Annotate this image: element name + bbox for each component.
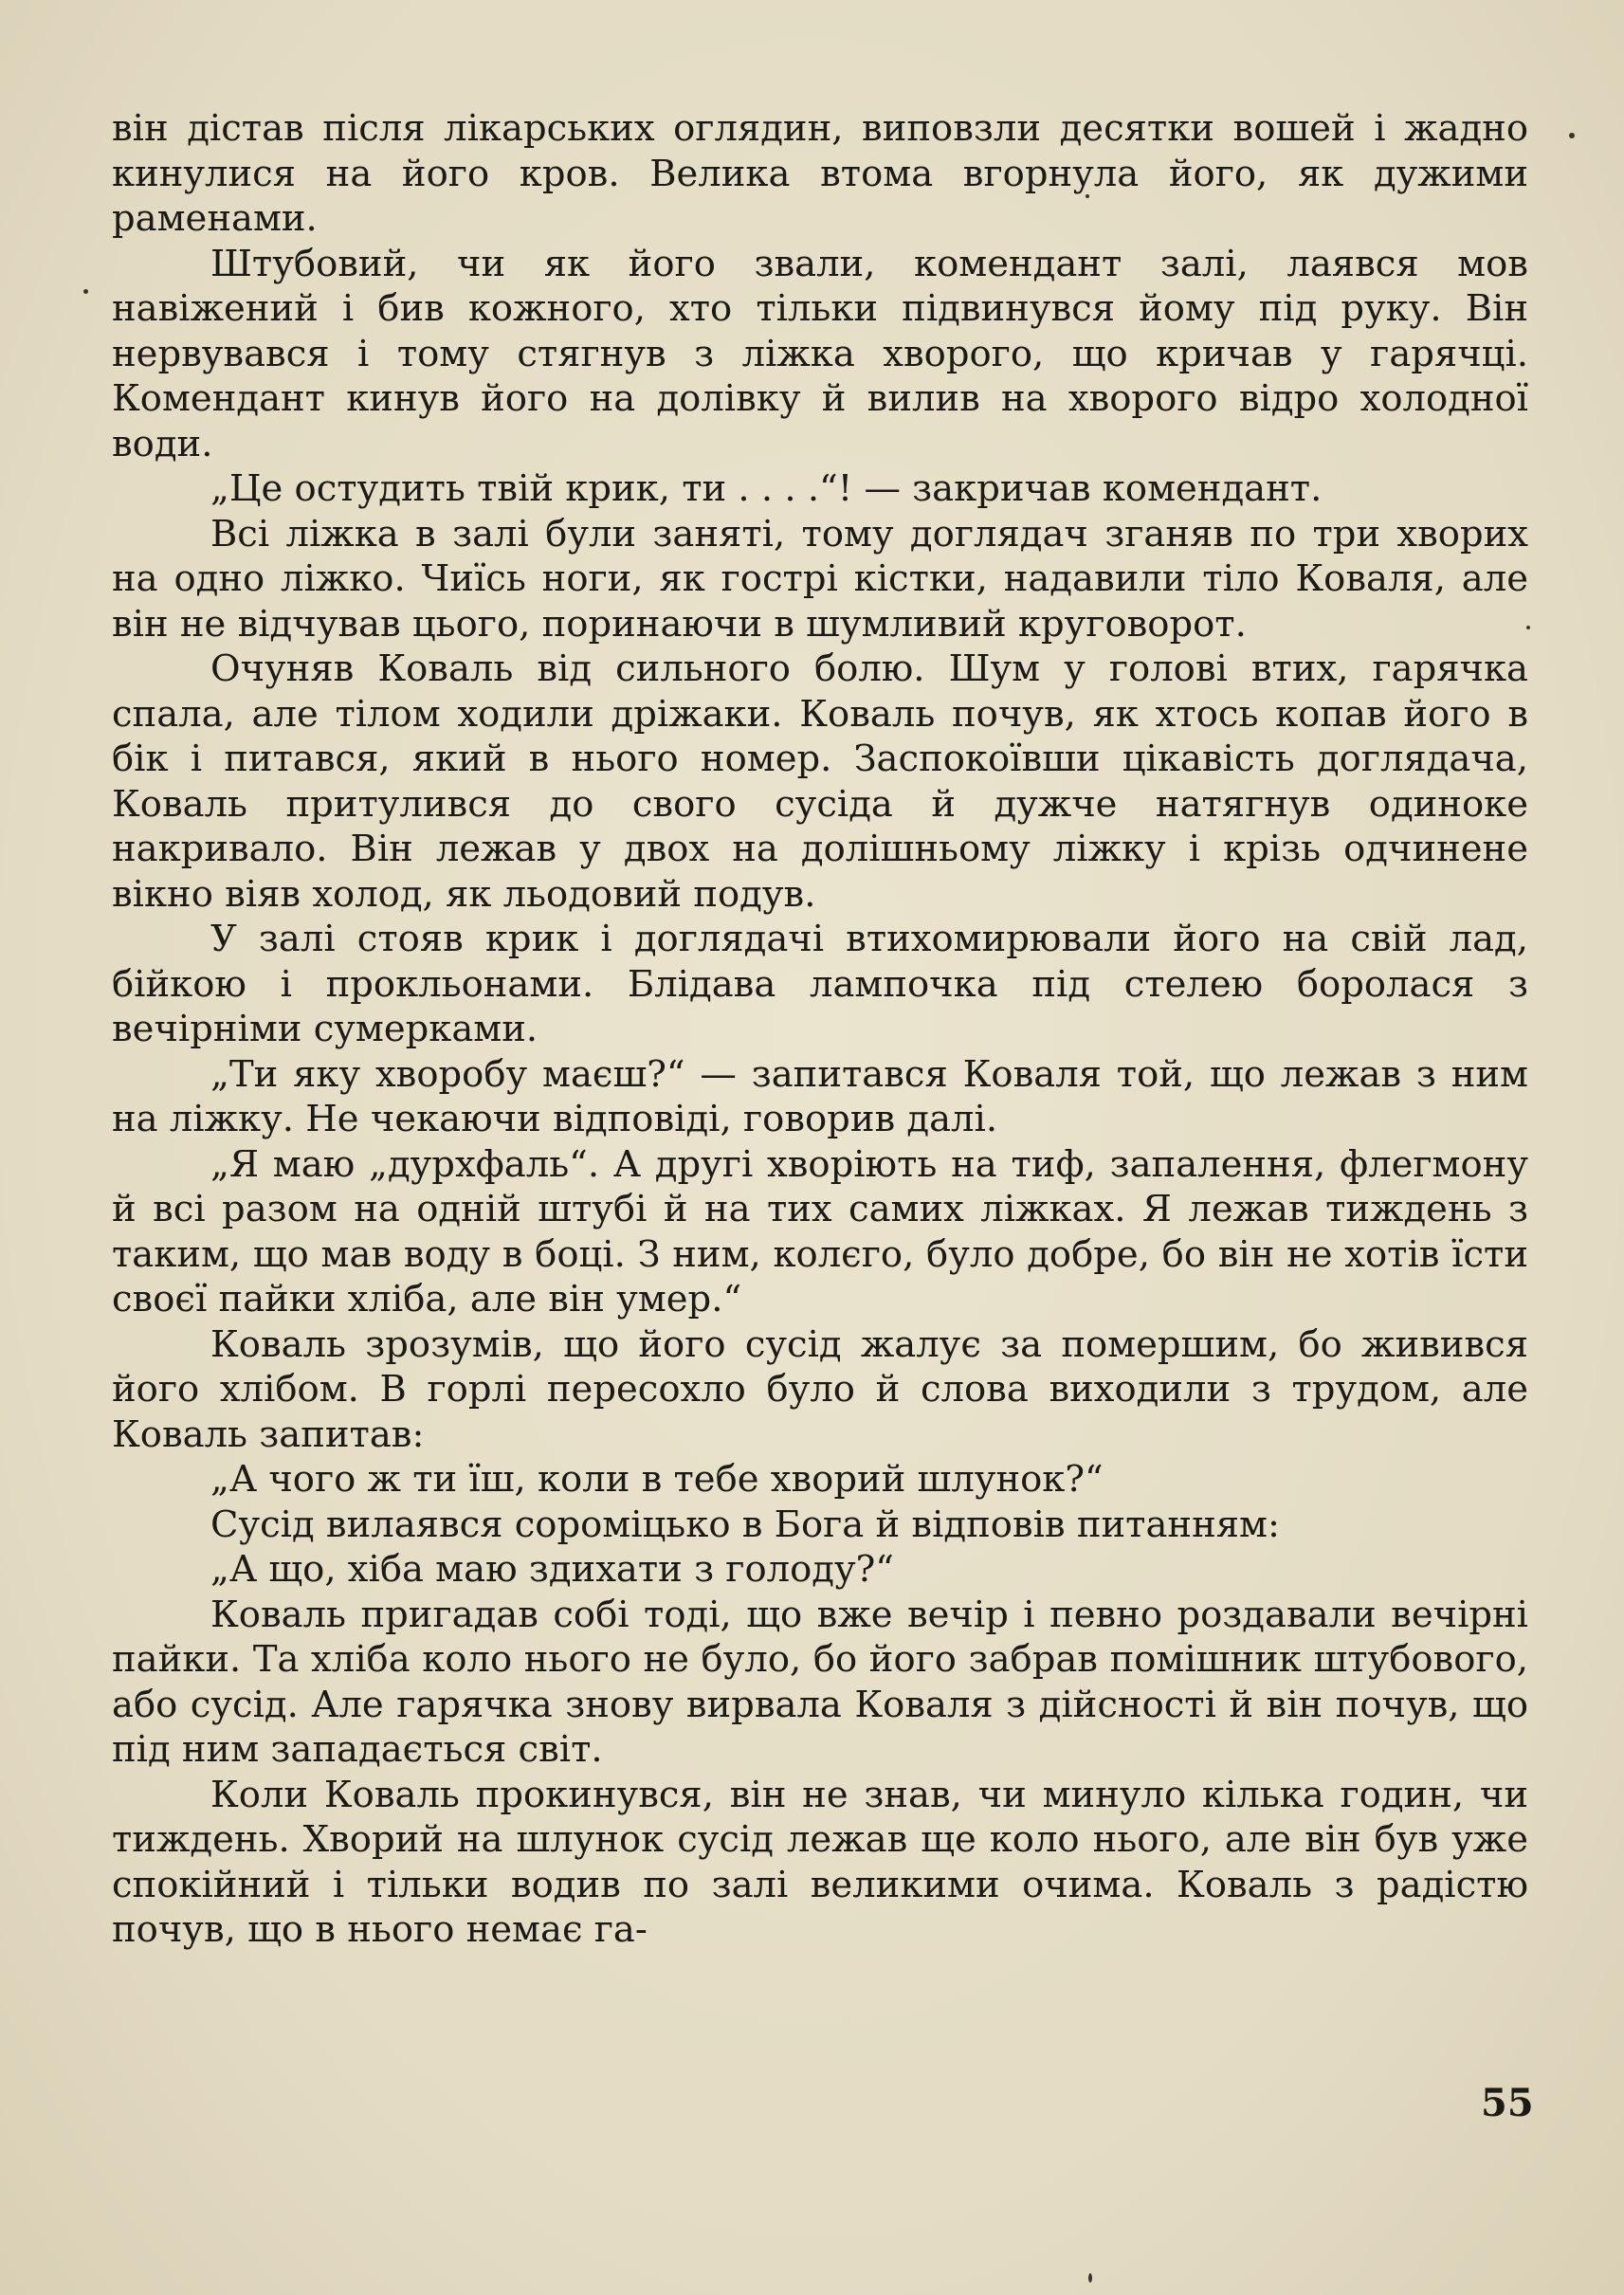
paragraph: Штубовий, чи як його звали, комендант залі, лаявся мов навіжений і бив кожного, хто тільки підвинувся йому під руку. Він нервувався і тому стягнув з ліжка хворого, що кричав у гарячці. Комендант кинув його на долівку й вилив на хворого відро холодної води.: [112, 242, 1528, 465]
paragraph: „Ти яку хворобу маєш?“ — запитався Коваля той, що лежав з ним на ліжку. Не чекаючи відповіді, говорив далі.: [112, 1052, 1528, 1140]
dust-speck: [1569, 133, 1575, 138]
paragraph: „Я маю „дурхфаль“. А другі хворіють на тиф, запалення, флегмону й всі разом на одній штубі й на тих самих ліжках. Я лежав тиждень з таким, що мав воду в боці. З ним, колєго, було добре, бо він не хотів їсти своєї пайки хліба, але він умер.“: [112, 1142, 1528, 1321]
dust-speck: [1526, 626, 1530, 629]
paragraph: Коли Коваль прокинувся, він не знав, чи минуло кілька годин, чи тиждень. Хворий на шлунок сусід лежав ще коло нього, але він був уже спокійний і тільки водив по залі великими очима. Коваль з радістю почув, що в нього немає га-: [112, 1773, 1528, 1951]
paragraph: Очуняв Коваль від сильного болю. Шум у голові втих, гарячка спала, але тілом ходили дріжаки. Коваль почув, як хтось копав його в бік і питався, який в нього номер. Заспокоївши цікавість доглядача, Коваль притулився до свого сусіда й дужче натягнув одиноке накривало. Він лежав у двох на долішньому ліжку і крізь одчинене вікно віяв холод, як льодовий подув.: [112, 647, 1528, 916]
paragraph: „А що, хіба маю здихати з голоду?“: [210, 1548, 894, 1591]
page-number: 55: [1481, 2081, 1534, 2125]
dust-speck: [1088, 2273, 1092, 2283]
dust-speck: [1086, 194, 1089, 198]
dust-speck: [83, 289, 88, 294]
paragraph: У залі стояв крик і доглядачі втихомирювали його на свій лад, бійкою і прокльонами. Блідава лампочка під стелею боролася з вечірніми сумерками.: [112, 918, 1528, 1050]
paragraph: Коваль зрозумів, що його сусід жалує за помершим, бо живився його хлібом. В горлі пересохло було й слова виходили з трудом, але Коваль запитав:: [112, 1322, 1528, 1456]
paragraph: Коваль пригадав собі тоді, що вже вечір і певно роздавали вечірні пайки. Та хліба коло нього не було, бо його забрав помішник штубового, або сусід. Але гарячка знову вирвала Коваля з дійсності й він почув, що під ним западається світ.: [112, 1593, 1528, 1771]
body-text: [112, 106, 1528, 1953]
paragraph: він дістав після лікарських оглядин, виповзли десятки вошей і жадно кинулися на його кров. Велика втома вгорнула його, як дужими раменами.: [112, 107, 1528, 240]
paragraph: „А чого ж ти їш, коли в тебе хворий шлунок?“: [210, 1458, 1104, 1501]
paragraph: Всі ліжка в залі були заняті, тому доглядач зганяв по три хворих на одно ліжко. Чиїсь ноги, як гострі кістки, надавили тіло Коваля, але він не відчував цього, поринаючи в шумливий круговорот.: [112, 512, 1528, 646]
paragraph: „Це остудить твій крик, ти . . . .“! — закричав комендант.: [210, 467, 1323, 510]
paragraph: Сусід вилаявся сороміцько в Бога й відповів питанням:: [210, 1503, 1280, 1546]
